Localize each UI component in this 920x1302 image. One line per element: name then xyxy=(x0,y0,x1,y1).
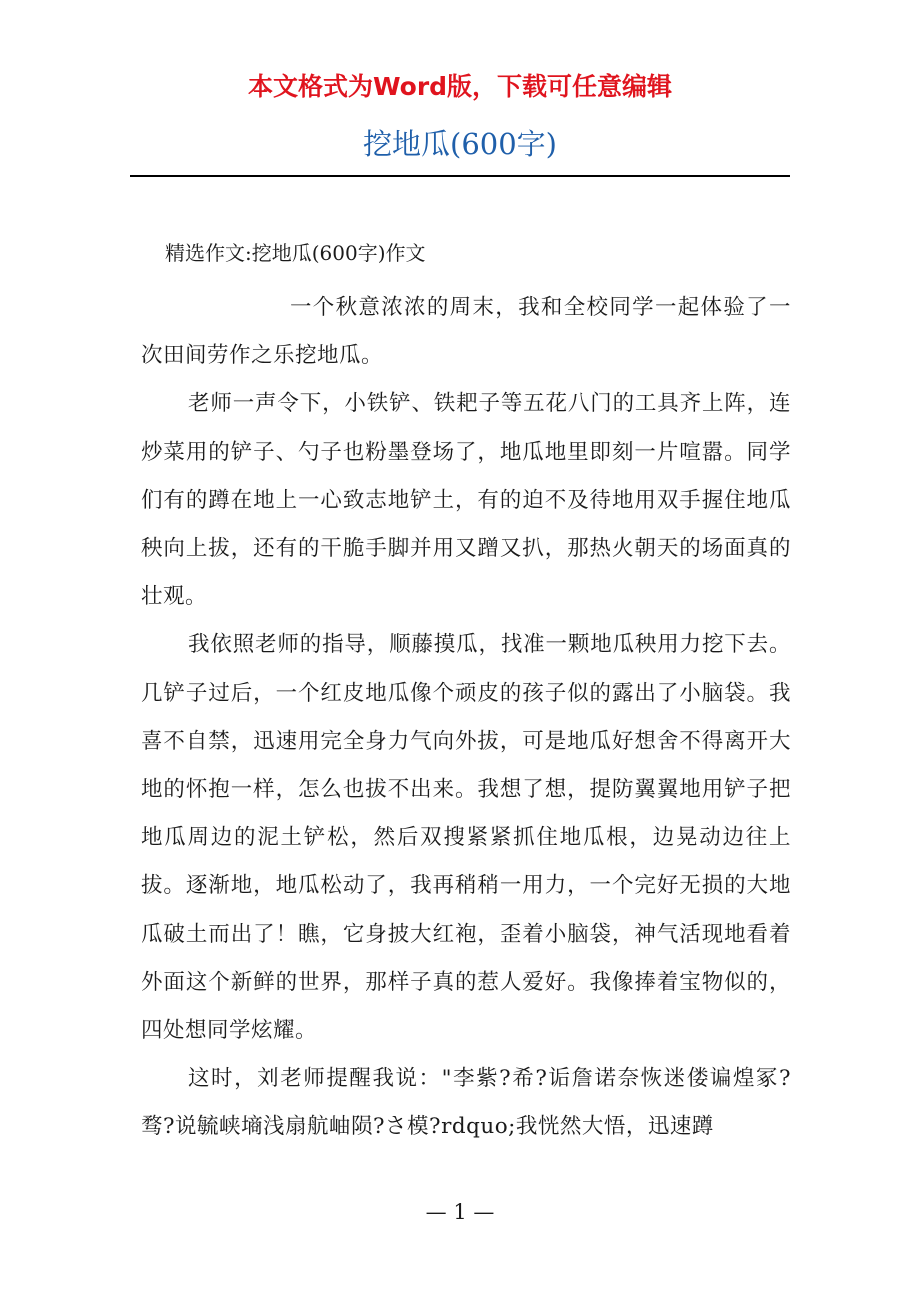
paragraph: 老师一声令下，小铁铲、铁耙子等五花八门的工具齐上阵，连炒菜用的铲子、勺子也粉墨登场了，地瓜地里即刻一片喧嚣。同学们有的蹲在地上一心致志地铲土，有的迫不及待地用双手握住地瓜秧向上拔，还有的干脆手脚并用又蹭又扒，那热火朝天的场面真的壮观。 xyxy=(141,391,791,610)
article-body xyxy=(141,284,791,1152)
paragraph: 一个秋意浓浓的周末，我和全校同学一起体验了一次田间劳作之乐挖地瓜。 xyxy=(141,295,791,369)
article-subtitle: 精选作文:挖地瓜(600字)作文 xyxy=(165,241,426,265)
paragraph: 这时，刘老师提醒我说："李紫?希?诟詹诺奈恢迷偻谝煌冢?骛?说毓峡墒浅扇航岫陨?さ模?rdquo;我恍然大悟，迅速蹲 xyxy=(141,1066,791,1140)
document-title: 挖地瓜(600字) xyxy=(363,127,557,161)
paragraph: 我依照老师的指导，顺藤摸瓜，找准一颗地瓜秧用力挖下去。几铲子过后，一个红皮地瓜像个顽皮的孩子似的露出了小脑袋。我喜不自禁，迅速用完全身力气向外拔，可是地瓜好想舍不得离开大地的怀抱一样，怎么也拔不出来。我想了想，提防翼翼地用铲子把地瓜周边的泥土铲松，然后双搜紧紧抓住地瓜根，边晃动边往上拔。逐渐地，地瓜松动了，我再稍稍一用力，一个完好无损的大地瓜破土而出了！瞧，它身披大红袍，歪着小脑袋，神气活现地看着外面这个新鲜的世界，那样子真的惹人爱好。我像捧着宝物似的，四处想同学炫耀。 xyxy=(141,632,791,1044)
page-number: — 1 — xyxy=(425,1200,495,1224)
format-notice: 本文格式为Word版，下载可任意编辑 xyxy=(247,72,673,101)
title-divider xyxy=(130,175,790,177)
